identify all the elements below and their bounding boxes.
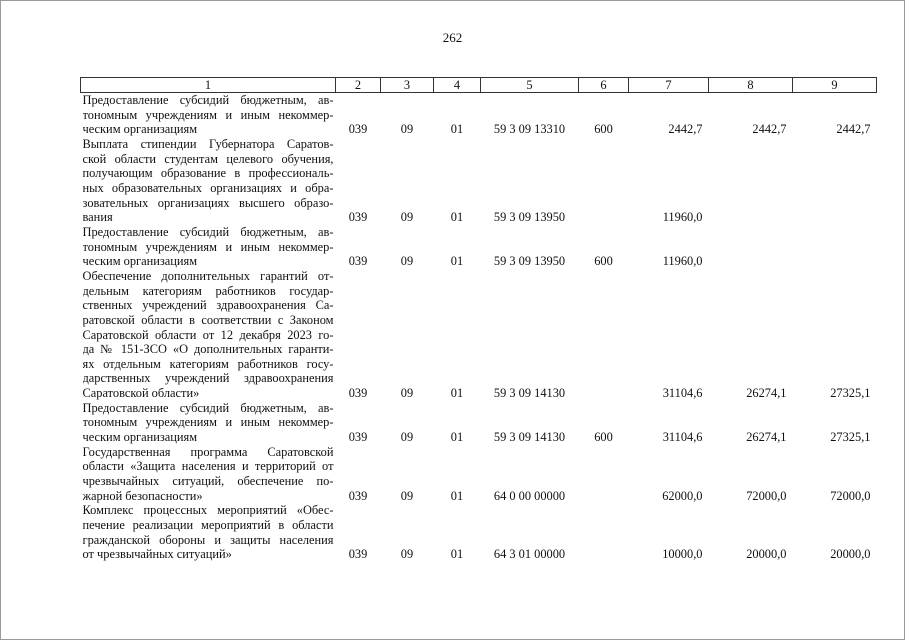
description-line: Саратовской области от 12 декабря 2023 го-: [82, 327, 334, 342]
section-code: 09: [400, 122, 414, 137]
table-row: [81, 401, 877, 445]
description-line: тономным учреждениям и иным некоммер-: [82, 415, 334, 430]
subsection-code: 01: [450, 386, 464, 401]
header-row: [81, 78, 877, 93]
description-line: печение реализации мероприятий в области: [82, 518, 334, 533]
expense-type-code: [579, 137, 629, 225]
amount-col-9: 2442,7: [836, 122, 871, 137]
row-description: [81, 137, 336, 225]
ministry-code: 039: [348, 210, 368, 225]
description-line: жарной безопасности»: [82, 488, 203, 503]
section-code: 09: [400, 254, 414, 269]
description-line: тономным учреждениям и иным некоммер-: [82, 239, 334, 254]
ministry-code: 039: [348, 430, 368, 445]
amount-col-7: 31104,6: [662, 386, 703, 401]
description-line: Выплата стипендии Губернатора Саратов-: [82, 136, 334, 151]
subsection-code: 01: [450, 254, 464, 269]
amount-col-7: 31104,6: [662, 430, 703, 445]
table-row: [81, 137, 877, 225]
description-line: Саратовской области»: [82, 386, 200, 401]
column-header-6: 6: [579, 78, 629, 93]
description-line: ратовской области в соответствии с Законом: [82, 312, 334, 327]
section-code: 09: [400, 210, 414, 225]
amount-col-7: 10000,0: [662, 547, 703, 562]
description-line: гражданской обороны и защиты населения: [82, 532, 334, 547]
amount-col-8: 26274,1: [746, 430, 787, 445]
expense-type-code: [579, 269, 629, 401]
description-line: дельным категориям работников государ-: [82, 283, 334, 298]
amount-col-7: 62000,0: [662, 488, 703, 503]
description-line: дарственных учреждений здравоохранения: [82, 371, 334, 386]
subsection-code: 01: [450, 430, 464, 445]
target-article-code: 59 3 09 13950: [493, 254, 566, 269]
ministry-code: 039: [348, 386, 368, 401]
subsection-code: 01: [450, 122, 464, 137]
budget-table: [80, 77, 877, 562]
amount-col-8: 20000,0: [746, 547, 787, 562]
amount-col-8: [709, 225, 793, 269]
description-line: зовательных организациях высшего образо-: [82, 195, 334, 210]
ministry-code: 039: [348, 254, 368, 269]
amount-col-9: [793, 137, 877, 225]
table-row: [81, 269, 877, 401]
target-article-code: 59 3 09 14130: [493, 430, 566, 445]
table-row: [81, 225, 877, 269]
description-line: ных образовательных организациях и обра-: [82, 180, 334, 195]
row-description: [81, 225, 336, 269]
table-row: [81, 503, 877, 562]
ministry-code: 039: [348, 547, 368, 562]
expense-type-code: [579, 503, 629, 562]
target-article-code: 59 3 09 13950: [493, 210, 566, 225]
column-header-8: 8: [709, 78, 793, 93]
section-code: 09: [400, 430, 414, 445]
description-line: ческим организациям: [82, 430, 198, 445]
subsection-code: 01: [450, 210, 464, 225]
amount-col-8: 2442,7: [752, 122, 787, 137]
expense-type-code: [579, 445, 629, 504]
description-line: чрезвычайных ситуаций, обеспечение по-: [82, 474, 334, 489]
subsection-code: 01: [450, 547, 464, 562]
target-article-code: 59 3 09 14130: [493, 386, 566, 401]
column-header-4: 4: [434, 78, 481, 93]
description-line: получающим образование в профессиональ-: [82, 166, 334, 181]
description-line: Государственная программа Саратовской: [82, 444, 334, 459]
description-line: Предоставление субсидий бюджетным, ав-: [82, 224, 334, 239]
expense-type-code: 600: [594, 430, 613, 445]
column-header-7: 7: [629, 78, 709, 93]
amount-col-8: 72000,0: [746, 488, 787, 503]
amount-col-8: [709, 137, 793, 225]
row-description: [81, 401, 336, 445]
column-header-2: 2: [336, 78, 381, 93]
amount-col-9: 72000,0: [830, 488, 871, 503]
amount-col-7: 11960,0: [662, 254, 703, 269]
table-row: [81, 93, 877, 137]
column-header-1: 1: [81, 78, 336, 93]
row-description: [81, 445, 336, 504]
section-code: 09: [400, 488, 414, 503]
ministry-code: 039: [348, 122, 368, 137]
description-line: Комплекс процессных мероприятий «Обес-: [82, 503, 334, 518]
description-line: Предоставление субсидий бюджетным, ав-: [82, 400, 334, 415]
description-line: ственных учреждений здравоохранения Са-: [82, 298, 334, 313]
description-line: тономным учреждениям и иным некоммер-: [82, 107, 334, 122]
description-line: области «Защита населения и территорий от: [82, 459, 334, 474]
target-article-code: 64 3 01 00000: [493, 547, 566, 562]
column-header-5: 5: [481, 78, 579, 93]
description-line: Обеспечение дополнительных гарантий от-: [82, 268, 334, 283]
table-row: [81, 445, 877, 504]
description-line: ческим организациям: [82, 254, 198, 269]
amount-col-9: 27325,1: [830, 386, 871, 401]
target-article-code: 59 3 09 13310: [493, 122, 566, 137]
row-description: [81, 269, 336, 401]
description-line: да № 151-ЗСО «О дополнительных гаранти-: [82, 342, 334, 357]
amount-col-7: 11960,0: [662, 210, 703, 225]
description-line: ях отдельным категориям работников госу-: [82, 356, 334, 371]
page-number: 262: [442, 30, 463, 45]
section-code: 09: [400, 386, 414, 401]
description-line: ческим организациям: [82, 122, 198, 137]
ministry-code: 039: [348, 488, 368, 503]
column-header-3: 3: [381, 78, 434, 93]
subsection-code: 01: [450, 488, 464, 503]
description-line: ской области студентам целевого обучения,: [82, 151, 334, 166]
amount-col-7: 2442,7: [668, 122, 703, 137]
description-line: вания: [82, 210, 113, 225]
expense-type-code: 600: [594, 254, 613, 269]
description-line: Предоставление субсидий бюджетным, ав-: [82, 93, 334, 107]
row-description: [81, 93, 336, 137]
row-description: [81, 503, 336, 562]
amount-col-8: 26274,1: [746, 386, 787, 401]
amount-col-9: 20000,0: [830, 547, 871, 562]
description-line: от чрезвычайных ситуаций»: [82, 547, 232, 562]
target-article-code: 64 0 00 00000: [493, 488, 566, 503]
expense-type-code: 600: [594, 122, 613, 137]
amount-col-9: 27325,1: [830, 430, 871, 445]
section-code: 09: [400, 547, 414, 562]
column-header-9: 9: [793, 78, 877, 93]
amount-col-9: [793, 225, 877, 269]
